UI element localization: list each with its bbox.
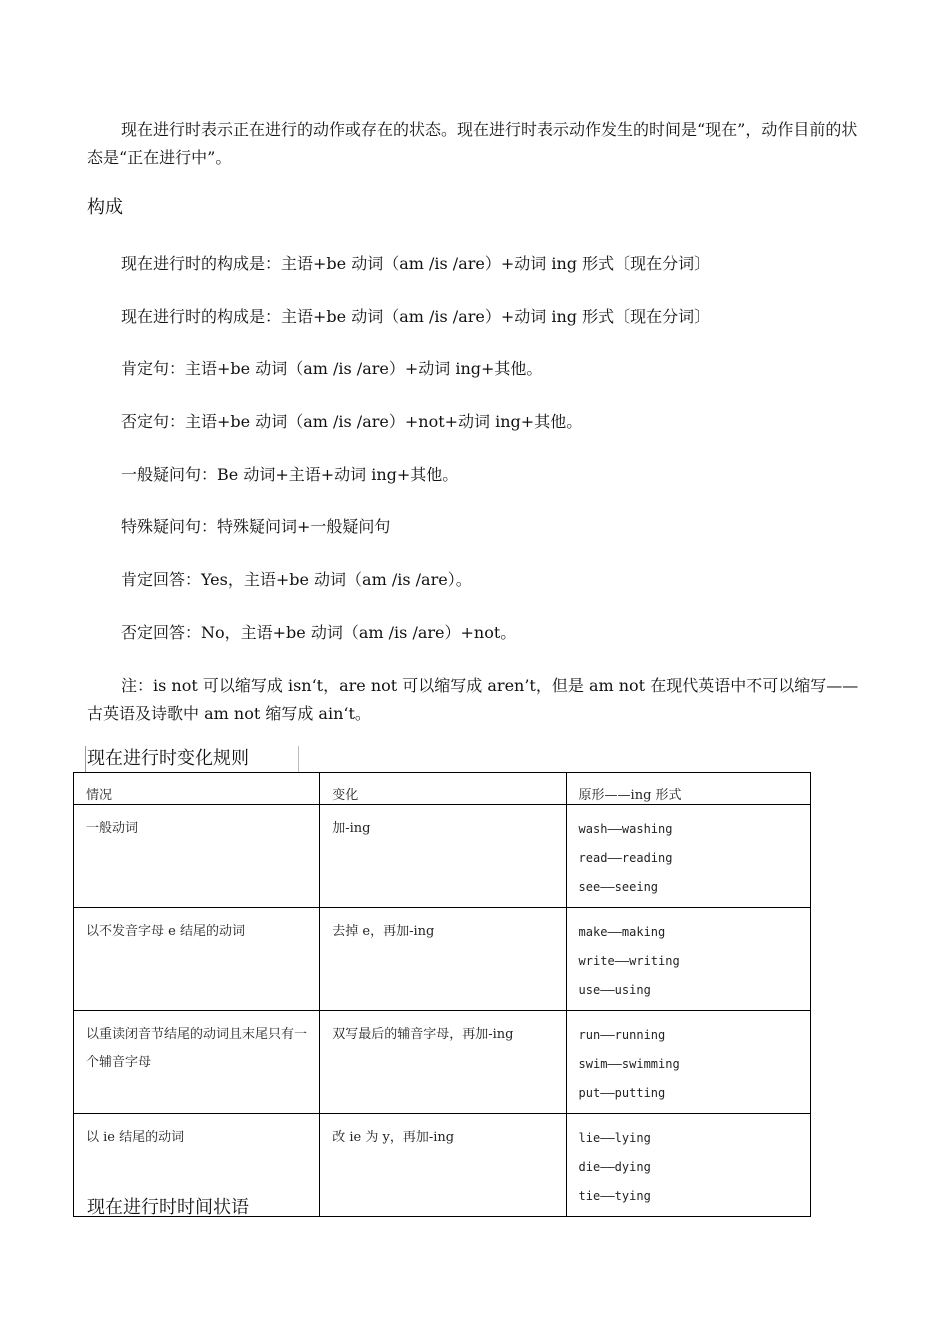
case-cell: 以不发音字母 e 结尾的动词 xyxy=(74,908,320,1011)
header-forms: 原形——ing 形式 xyxy=(566,773,810,805)
example: read——reading xyxy=(578,851,673,865)
section-heading-construction: 构成 xyxy=(87,197,123,218)
example: make——making xyxy=(578,925,666,939)
general-question-line: 一般疑问句：Be 动词+主语+动词 ing+其他。 xyxy=(121,465,459,484)
change-cell: 去掉 e，再加-ing xyxy=(320,908,566,1011)
example: die——dying xyxy=(578,1160,651,1174)
rules-title: 现在进行时变化规则 xyxy=(87,748,249,769)
change-cell: 改 ie 为 y，再加-ing xyxy=(320,1114,566,1217)
example: write——writing xyxy=(578,954,680,968)
example: wash——washing xyxy=(578,822,673,836)
negative-line: 否定句：主语+be 动词（am /is /are）+not+动词 ing+其他。 xyxy=(121,412,583,431)
example: put——putting xyxy=(578,1086,666,1100)
case-cell: 以重读闭音节结尾的动词且末尾只有一个辅音字母 xyxy=(74,1011,320,1114)
example: swim——swimming xyxy=(578,1057,680,1071)
header-case: 情况 xyxy=(74,773,320,805)
change-cell: 加-ing xyxy=(320,805,566,908)
table-row xyxy=(74,805,811,908)
note-paragraph: 注：is not 可以缩写成 isn‘t，are not 可以缩写成 aren’t，但是 am not 在现代英语中不可以缩写——古英语及诗歌中 am not 缩写成 ain‘t。 xyxy=(87,676,859,723)
examples-cell xyxy=(566,1011,810,1114)
ing-rules-table xyxy=(73,772,811,1217)
examples-cell xyxy=(566,1114,810,1217)
table-row xyxy=(74,1011,811,1114)
section-heading-time-adverbials: 现在进行时时间状语 xyxy=(87,1197,249,1218)
positive-answer-line: 肯定回答：Yes，主语+be 动词（am /is /are）。 xyxy=(121,570,472,589)
table-row xyxy=(74,908,811,1011)
header-change: 变化 xyxy=(320,773,566,805)
example: tie——tying xyxy=(578,1189,651,1203)
example: run——running xyxy=(578,1028,666,1042)
negative-answer-line: 否定回答：No，主语+be 动词（am /is /are）+not。 xyxy=(121,623,517,642)
affirmative-line: 肯定句：主语+be 动词（am /is /are）+动词 ing+其他。 xyxy=(121,359,543,378)
example: see——seeing xyxy=(578,880,659,894)
table-header-row xyxy=(74,773,811,805)
case-cell: 一般动词 xyxy=(74,805,320,908)
example: lie——lying xyxy=(578,1131,651,1145)
example: use——using xyxy=(578,983,651,997)
construction-line: 现在进行时的构成是：主语+be 动词（am /is /are）+动词 ing 形式〔现在分词〕 xyxy=(121,254,711,273)
intro-paragraph: 现在进行时表示正在进行的动作或存在的状态。现在进行时表示动作发生的时间是“现在”，动作目前的状态是“正在进行中”。 xyxy=(87,120,858,167)
examples-cell xyxy=(566,805,810,908)
special-question-line: 特殊疑问句：特殊疑问词+一般疑问句 xyxy=(121,517,391,536)
change-cell: 双写最后的辅音字母，再加-ing xyxy=(320,1011,566,1114)
examples-cell xyxy=(566,908,810,1011)
case-cell: 以 ie 结尾的动词 xyxy=(74,1114,320,1217)
construction-line: 现在进行时的构成是：主语+be 动词（am /is /are）+动词 ing 形式〔现在分词〕 xyxy=(121,307,711,326)
